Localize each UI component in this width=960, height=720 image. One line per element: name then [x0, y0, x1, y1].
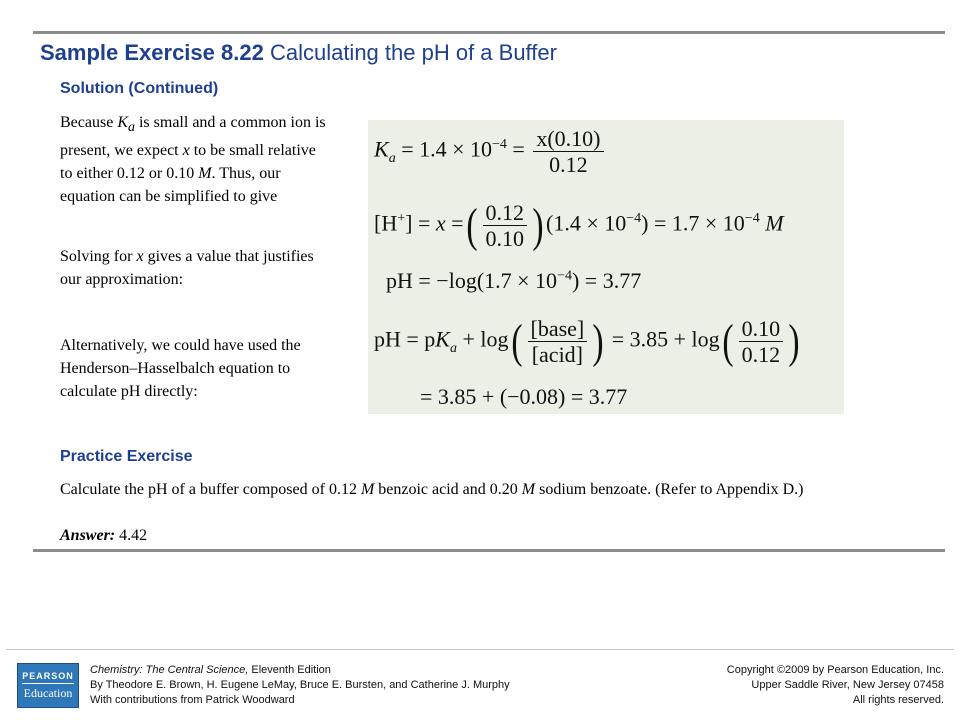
p1-text-2: is small and a common ion is present, we expect — [60, 114, 326, 160]
book-title: Chemistry: The Central Science, — [90, 664, 249, 676]
p1-k-sub: a — [127, 120, 135, 136]
practice-question: Calculate the pH of a buffer composed of 0.12 M benzoic acid and 0.20 M sodium benzoate. (Refer to Appendix D.) — [60, 481, 804, 498]
equation-panel — [368, 120, 844, 414]
address-line: Upper Saddle River, New Jersey 07458 — [751, 679, 944, 691]
solution-paragraph-1 — [60, 111, 332, 208]
p1-x: x — [182, 142, 190, 160]
p2-text-2: gives a value that justifies our approximation: — [60, 248, 314, 288]
top-rule — [33, 31, 945, 34]
title-exercise-number: Sample Exercise 8.22 — [40, 40, 264, 65]
book-contributors: With contributions from Patrick Woodward — [90, 694, 295, 706]
equation-ph-log: pH = $-\log(1.7 \times 10^{-4}) = 3.77$ — [386, 268, 642, 293]
equation-ka: $K_a = 1.4 \times 10^{-4}$ = $\frac{x(0.10)}{0.12}$ — [374, 126, 607, 177]
answer-value: 4.42 — [115, 527, 148, 544]
equation-henderson-hasselbalch: pH = $pK_a + \log$( $\frac{\text{[base]}}{\text{[acid]}}$ ) = 3.85 + log( $\frac{0.10}{0.12}$ ) — [374, 314, 800, 368]
answer-label: Answer: — [60, 527, 116, 544]
p1-text-4: . Thus, our equation can be simplified to give — [60, 165, 281, 206]
solution-paragraph-3: Alternatively, we could have used the Henderson–Hasselbalch equation to calculate pH directly: — [60, 337, 301, 400]
solution-paragraph-2 — [60, 245, 332, 291]
title-topic: Calculating the pH of a Buffer — [269, 40, 557, 65]
p1-k: K — [117, 114, 128, 131]
p1-text-1: Because — [60, 114, 118, 131]
equation-h-plus: [H+] = x =( $\frac{0.12}{0.10}$ ) $(1.4 \times 10^{-4}) = 1.7 \times 10^{-4}$ M — [374, 198, 784, 252]
practice-answer — [60, 524, 332, 547]
footer-copyright — [727, 663, 944, 708]
solution-heading: Solution (Continued) — [60, 80, 219, 97]
page-title — [40, 40, 557, 66]
practice-heading: Practice Exercise — [60, 448, 193, 465]
book-authors: By Theodore E. Brown, H. Eugene LeMay, Bruce E. Bursten, and Catherine J. Murphy — [90, 679, 510, 691]
equation-result: = 3.85 + (−0.08) = 3.77 — [420, 384, 628, 409]
footer-citation — [90, 663, 510, 708]
p2-x: x — [136, 248, 144, 265]
rights-line: All rights reserved. — [852, 694, 944, 706]
footer-rule — [6, 649, 954, 650]
copyright-line: Copyright ©2009 by Pearson Education, Inc. — [726, 664, 944, 676]
pearson-logo: PEARSON Education — [17, 663, 79, 708]
p1-m: M — [198, 165, 212, 183]
book-edition: Eleventh Edition — [248, 664, 331, 676]
bottom-rule — [33, 549, 945, 552]
p1-text-3: to be small relative to either 0.12 or 0.10 — [60, 142, 316, 183]
p2-text-1: Solving for — [60, 248, 137, 265]
